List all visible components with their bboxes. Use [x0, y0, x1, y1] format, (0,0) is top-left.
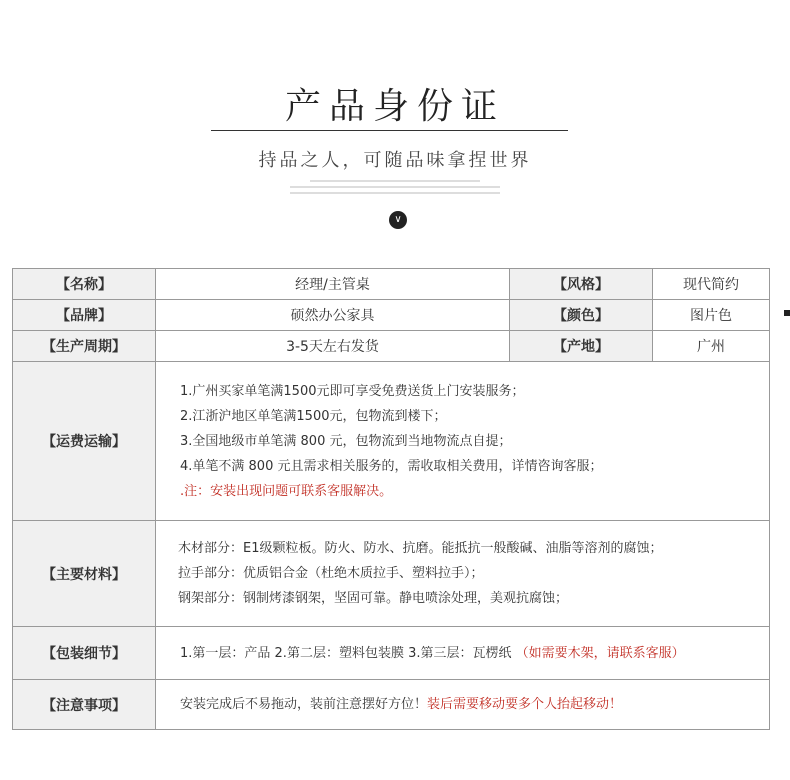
table-row	[13, 680, 770, 730]
label: 【颜色】	[510, 300, 653, 331]
label: 【产地】	[510, 331, 653, 362]
divider	[211, 130, 568, 131]
materials-details	[156, 521, 770, 627]
label: 【名称】	[13, 269, 156, 300]
value: 3-5天左右发货	[156, 331, 510, 362]
line: 木材部分：E1级颗粒板。防火、防水、抗磨。能抵抗一般酸碱、油脂等溶剂的腐蚀；	[178, 541, 663, 556]
label: 【注意事项】	[13, 680, 156, 730]
table-row	[13, 269, 770, 300]
value: 硕然办公家具	[156, 300, 510, 331]
spec-table	[12, 268, 770, 730]
text: 1.第一层：产品 2.第二层：塑料包装膜 3.第三层：瓦楞纸	[180, 645, 516, 661]
subtitle: 持品之人，可随品味拿捏世界	[258, 150, 532, 171]
line: 3.全国地级市单笔满 800 元，包物流到当地物流点自提；	[180, 433, 512, 449]
shipping-details	[156, 362, 770, 521]
value: 现代简约	[653, 269, 770, 300]
table-row	[13, 331, 770, 362]
table-row	[13, 362, 770, 521]
packing-details	[156, 627, 770, 680]
note: .注：安装出现问题可联系客服解决。	[180, 483, 393, 499]
line: 2.江浙沪地区单笔满1500元，包物流到楼下；	[180, 408, 447, 424]
chevron-down-icon: ∨	[389, 211, 407, 229]
line: 钢架部分：钢制烤漆钢架，坚固可靠。静电喷涂处理，美观抗腐蚀；	[178, 591, 569, 606]
table-row	[13, 627, 770, 680]
label: 【运费运输】	[13, 362, 156, 521]
notice-details	[156, 680, 770, 730]
value: 经理/主管桌	[156, 269, 510, 300]
line: 1.广州买家单笔满1500元即可享受免费送货上门安装服务；	[180, 383, 525, 399]
marker	[784, 310, 790, 316]
label: 【主要材料】	[13, 521, 156, 627]
line: 拉手部分：优质铝合金（杜绝木质拉手、塑料拉手）；	[178, 566, 484, 581]
decorative-text-line	[310, 180, 480, 182]
decorative-text-line	[290, 192, 500, 194]
note: 装后需要移动要多个人抬起移动！	[427, 697, 623, 712]
label: 【生产周期】	[13, 331, 156, 362]
text: 安装完成后不易拖动，装前注意摆好方位！	[180, 697, 428, 712]
note: （如需要木架，请联系客服）	[515, 645, 685, 661]
value: 图片色	[653, 300, 770, 331]
table-row	[13, 521, 770, 627]
table-row	[13, 300, 770, 331]
label: 【风格】	[510, 269, 653, 300]
decorative-text-line	[290, 186, 500, 188]
label: 【包装细节】	[13, 627, 156, 680]
value: 广州	[653, 331, 770, 362]
label: 【品牌】	[13, 300, 156, 331]
line: 4.单笔不满 800 元且需求相关服务的，需收取相关费用，详情咨询客服；	[180, 458, 603, 474]
page-title: 产品身份证	[284, 86, 505, 127]
